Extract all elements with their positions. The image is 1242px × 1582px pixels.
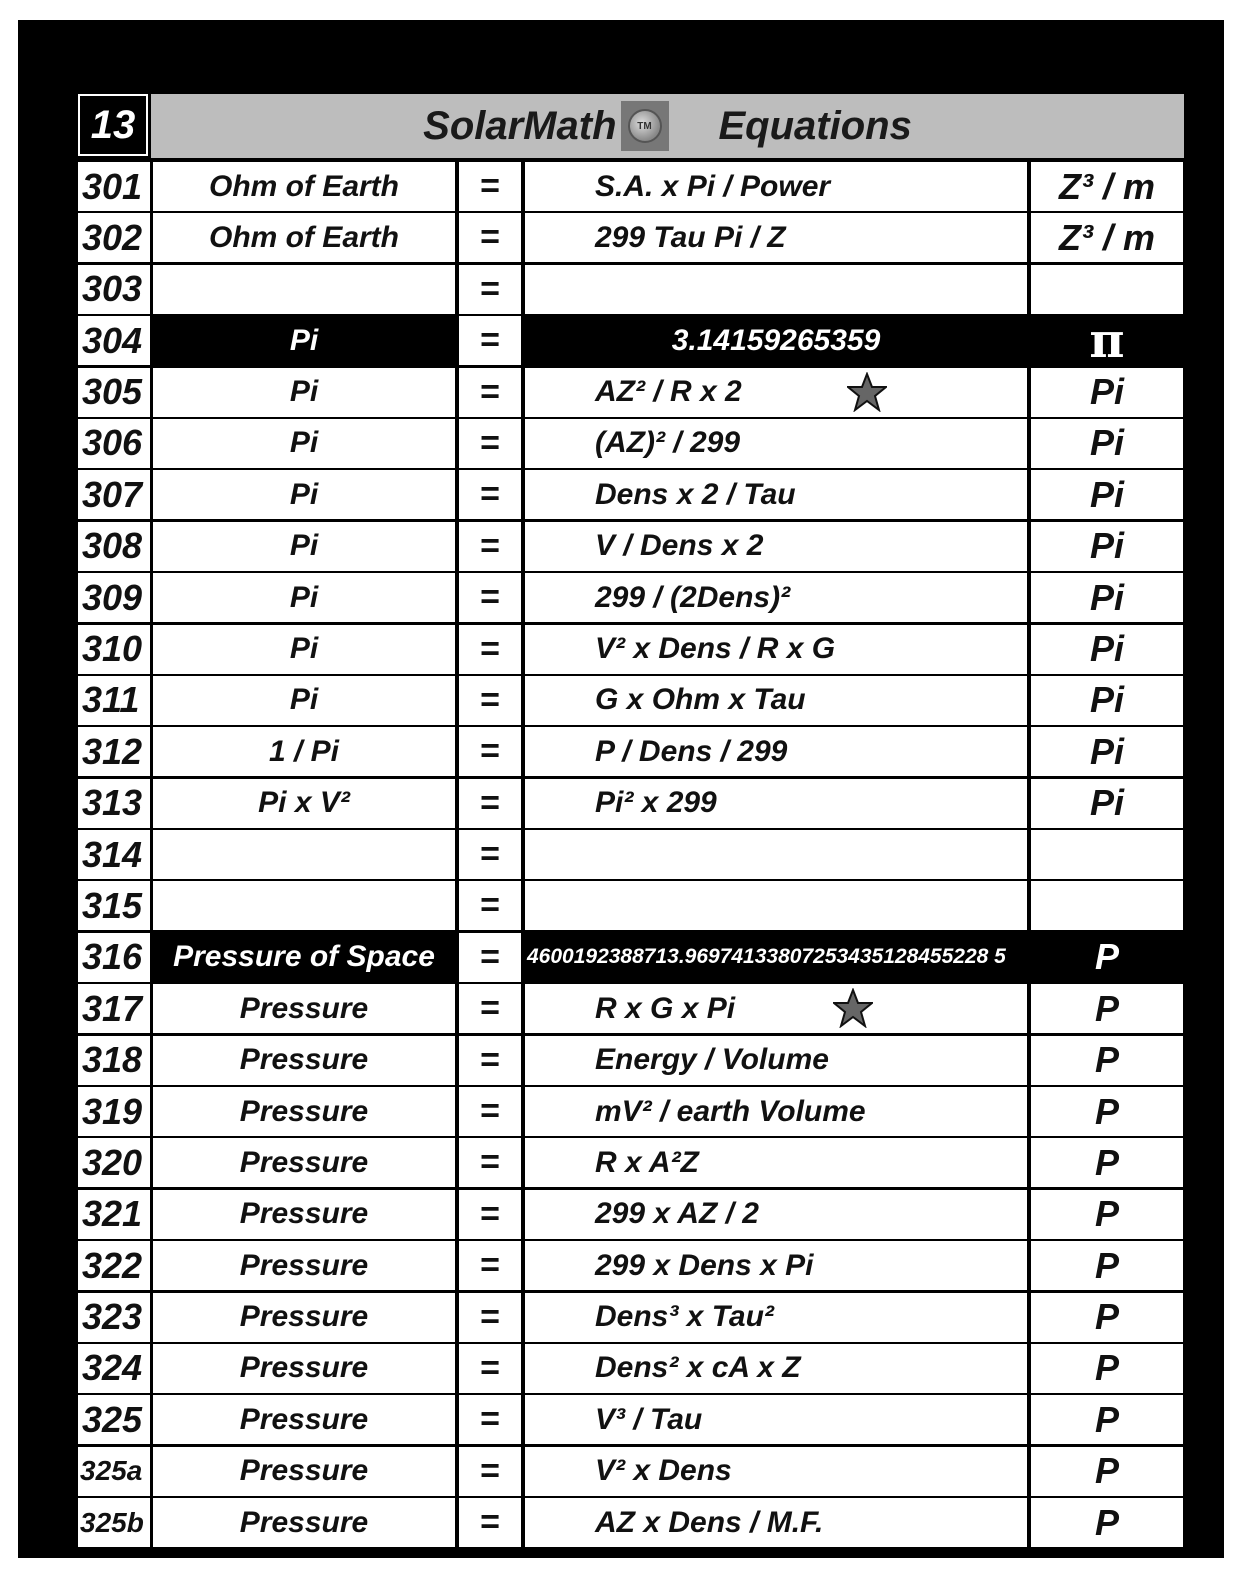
equation-name: Pressure of Space [153, 933, 455, 982]
table-row [78, 830, 1184, 879]
equation-unit: P [1031, 1344, 1183, 1393]
equation-name: Pressure [153, 1293, 455, 1342]
table-row [78, 368, 1184, 417]
equation-expression [525, 1241, 1027, 1290]
equation-expression [525, 522, 1027, 571]
equation-unit: Z³ / m [1031, 213, 1183, 262]
equation-number: 302 [78, 213, 150, 262]
equation-expression [525, 676, 1027, 725]
equals-sign: = [459, 1395, 521, 1444]
equation-number: 314 [78, 830, 150, 879]
table-row [78, 1036, 1184, 1085]
table-body [78, 162, 1184, 1547]
equals-sign: = [459, 830, 521, 879]
equation-name: Pressure [153, 1344, 455, 1393]
equals-sign: = [459, 1498, 521, 1547]
equation-expression [525, 1293, 1027, 1342]
logo-label: TM [628, 109, 662, 143]
equation-expression [525, 368, 1027, 417]
equation-expression [525, 727, 1027, 776]
equation-expression [525, 625, 1027, 674]
equals-sign: = [459, 162, 521, 211]
table-row [78, 265, 1184, 314]
equation-unit: P [1031, 1190, 1183, 1239]
equation-name: Pi [153, 573, 455, 622]
equals-sign: = [459, 625, 521, 674]
equation-expression [525, 779, 1027, 828]
table-row [78, 933, 1184, 982]
table-row [78, 470, 1184, 519]
equals-sign: = [459, 1447, 521, 1496]
table-row [78, 1395, 1184, 1444]
equals-sign: = [459, 676, 521, 725]
expression-text: AZ² / R x 2 [595, 375, 742, 409]
equals-sign: = [459, 419, 521, 468]
equation-unit: Pi [1031, 779, 1183, 828]
equation-expression [525, 316, 1027, 365]
expression-text: Dens² x cA x Z [595, 1351, 801, 1385]
equation-expression [525, 470, 1027, 519]
equation-number: 318 [78, 1036, 150, 1085]
equation-name [153, 881, 455, 930]
expression-text: 299 x AZ / 2 [595, 1197, 759, 1231]
equation-unit: P [1031, 1138, 1183, 1187]
equation-name: Pressure [153, 1087, 455, 1136]
equation-number: 323 [78, 1293, 150, 1342]
equation-expression [525, 573, 1027, 622]
equation-number: 316 [78, 933, 150, 982]
equation-unit: Pi [1031, 419, 1183, 468]
equation-name [153, 830, 455, 879]
equals-sign: = [459, 573, 521, 622]
equation-number: 303 [78, 265, 150, 314]
expression-text: G x Ohm x Tau [595, 683, 806, 717]
equation-expression [525, 1498, 1027, 1547]
equation-number: 306 [78, 419, 150, 468]
equals-sign: = [459, 213, 521, 262]
expression-text: (AZ)² / 299 [595, 426, 741, 460]
expression-text: 3.14159265359 [671, 323, 881, 357]
star-icon [847, 372, 887, 412]
expression-text: R x A²Z [595, 1145, 699, 1179]
equation-name: Pi [153, 419, 455, 468]
table-row [78, 625, 1184, 674]
equals-sign: = [459, 1293, 521, 1342]
equation-number: 325a [78, 1447, 150, 1496]
table-row [78, 1344, 1184, 1393]
equation-expression [525, 1036, 1027, 1085]
equation-name: Pressure [153, 1241, 455, 1290]
equation-name: Ohm of Earth [153, 213, 455, 262]
equation-unit [1031, 265, 1183, 314]
equation-number: 324 [78, 1344, 150, 1393]
equation-expression [525, 1190, 1027, 1239]
equation-number: 325 [78, 1395, 150, 1444]
table-row [78, 162, 1184, 211]
expression-text: Dens³ x Tau² [595, 1300, 774, 1334]
equation-expression [525, 419, 1027, 468]
equation-name: Pi [153, 368, 455, 417]
equals-sign: = [459, 933, 521, 982]
equation-expression [525, 830, 1027, 879]
title-left: SolarMath [423, 103, 617, 148]
equation-expression [525, 1447, 1027, 1496]
equals-sign: = [459, 1138, 521, 1187]
equation-expression [525, 162, 1027, 211]
equation-name: Pi x V² [153, 779, 455, 828]
table-row [78, 419, 1184, 468]
equation-unit: P [1031, 984, 1183, 1033]
equation-number: 307 [78, 470, 150, 519]
equals-sign: = [459, 1190, 521, 1239]
equation-expression [525, 265, 1027, 314]
equation-unit: π [1031, 316, 1183, 365]
equals-sign: = [459, 881, 521, 930]
expression-text: R x G x Pi [595, 991, 736, 1025]
table-header [78, 94, 1184, 160]
expression-text: V² x Dens [595, 1454, 732, 1488]
expression-text: S.A. x Pi / Power [595, 169, 831, 203]
table-row [78, 676, 1184, 725]
equation-unit [1031, 881, 1183, 930]
equals-sign: = [459, 470, 521, 519]
table-row [78, 984, 1184, 1033]
equation-unit: P [1031, 1293, 1183, 1342]
equation-number: 310 [78, 625, 150, 674]
equation-unit: Z³ / m [1031, 162, 1183, 211]
equation-unit: Pi [1031, 522, 1183, 571]
page-frame [18, 20, 1224, 1558]
equation-unit: Pi [1031, 368, 1183, 417]
table-row [78, 316, 1184, 365]
equation-name: Pressure [153, 1036, 455, 1085]
equation-name: Pi [153, 316, 455, 365]
equation-name: Pi [153, 676, 455, 725]
equation-number: 320 [78, 1138, 150, 1187]
equation-name: Pressure [153, 1190, 455, 1239]
equation-expression [525, 984, 1027, 1033]
equals-sign: = [459, 727, 521, 776]
solarmath-logo-icon [621, 101, 669, 151]
equation-name [153, 265, 455, 314]
equation-expression [525, 1395, 1027, 1444]
table-row [78, 1138, 1184, 1187]
expression-text: 299 x Dens x Pi [595, 1248, 814, 1282]
equation-name: Pressure [153, 1395, 455, 1444]
expression-text: V³ / Tau [595, 1402, 703, 1436]
expression-text: P / Dens / 299 [595, 734, 788, 768]
table-row [78, 881, 1184, 930]
expression-text: 299 / (2Dens)² [595, 580, 791, 614]
equation-unit: Pi [1031, 676, 1183, 725]
table-row [78, 1190, 1184, 1239]
equals-sign: = [459, 1344, 521, 1393]
equation-unit: P [1031, 933, 1183, 982]
equation-number: 308 [78, 522, 150, 571]
equals-sign: = [459, 368, 521, 417]
equation-name: Pressure [153, 1138, 455, 1187]
expression-text: Pi² x 299 [595, 786, 717, 820]
expression-text: Dens x 2 / Tau [595, 477, 796, 511]
equation-unit: P [1031, 1036, 1183, 1085]
equation-unit: Pi [1031, 470, 1183, 519]
equation-name: 1 / Pi [153, 727, 455, 776]
equation-number: 311 [78, 676, 150, 725]
expression-text: mV² / earth Volume [595, 1094, 866, 1128]
equation-expression [525, 1344, 1027, 1393]
equals-sign: = [459, 779, 521, 828]
equation-number: 304 [78, 316, 150, 365]
title-right: Equations [718, 103, 912, 148]
equation-expression [525, 1087, 1027, 1136]
equation-name: Ohm of Earth [153, 162, 455, 211]
equation-unit: Pi [1031, 625, 1183, 674]
equation-unit: P [1031, 1395, 1183, 1444]
equation-name: Pi [153, 470, 455, 519]
equation-number: 313 [78, 779, 150, 828]
expression-text: 299 Tau Pi / Z [595, 220, 786, 254]
table-row [78, 779, 1184, 828]
equation-unit: Pi [1031, 727, 1183, 776]
equals-sign: = [459, 1241, 521, 1290]
equation-number: 315 [78, 881, 150, 930]
equation-expression [525, 213, 1027, 262]
equations-table [78, 94, 1184, 1550]
expression-text: V / Dens x 2 [595, 529, 764, 563]
expression-text: V² x Dens / R x G [595, 632, 836, 666]
equation-unit: P [1031, 1241, 1183, 1290]
equation-unit: P [1031, 1447, 1183, 1496]
equation-number: 305 [78, 368, 150, 417]
table-row [78, 573, 1184, 622]
expression-text: AZ x Dens / M.F. [595, 1505, 824, 1539]
star-icon [833, 988, 873, 1028]
page-number: 13 [78, 94, 148, 156]
equals-sign: = [459, 522, 521, 571]
equation-number: 309 [78, 573, 150, 622]
equation-unit: P [1031, 1498, 1183, 1547]
table-row [78, 1447, 1184, 1496]
equation-unit: Pi [1031, 573, 1183, 622]
table-row [78, 1293, 1184, 1342]
equals-sign: = [459, 984, 521, 1033]
table-row [78, 727, 1184, 776]
equation-number: 301 [78, 162, 150, 211]
equation-unit: P [1031, 1087, 1183, 1136]
equation-number: 325b [78, 1498, 150, 1547]
equation-number: 319 [78, 1087, 150, 1136]
equals-sign: = [459, 316, 521, 365]
equation-number: 321 [78, 1190, 150, 1239]
expression-text: 4600192388713.96974133807253435128455228 5 [527, 945, 1006, 969]
equation-number: 312 [78, 727, 150, 776]
equals-sign: = [459, 265, 521, 314]
equation-number: 317 [78, 984, 150, 1033]
table-row [78, 1241, 1184, 1290]
equation-name: Pressure [153, 1447, 455, 1496]
equation-expression [525, 881, 1027, 930]
equation-unit [1031, 830, 1183, 879]
equation-name: Pi [153, 522, 455, 571]
title-band [151, 94, 1184, 158]
equation-expression [525, 933, 1027, 982]
equation-name: Pressure [153, 1498, 455, 1547]
equals-sign: = [459, 1036, 521, 1085]
equation-expression [525, 1138, 1027, 1187]
equation-number: 322 [78, 1241, 150, 1290]
table-row [78, 522, 1184, 571]
table-row [78, 1498, 1184, 1547]
equation-name: Pi [153, 625, 455, 674]
table-row [78, 1087, 1184, 1136]
equation-name: Pressure [153, 984, 455, 1033]
table-row [78, 213, 1184, 262]
expression-text: Energy / Volume [595, 1043, 829, 1077]
equals-sign: = [459, 1087, 521, 1136]
